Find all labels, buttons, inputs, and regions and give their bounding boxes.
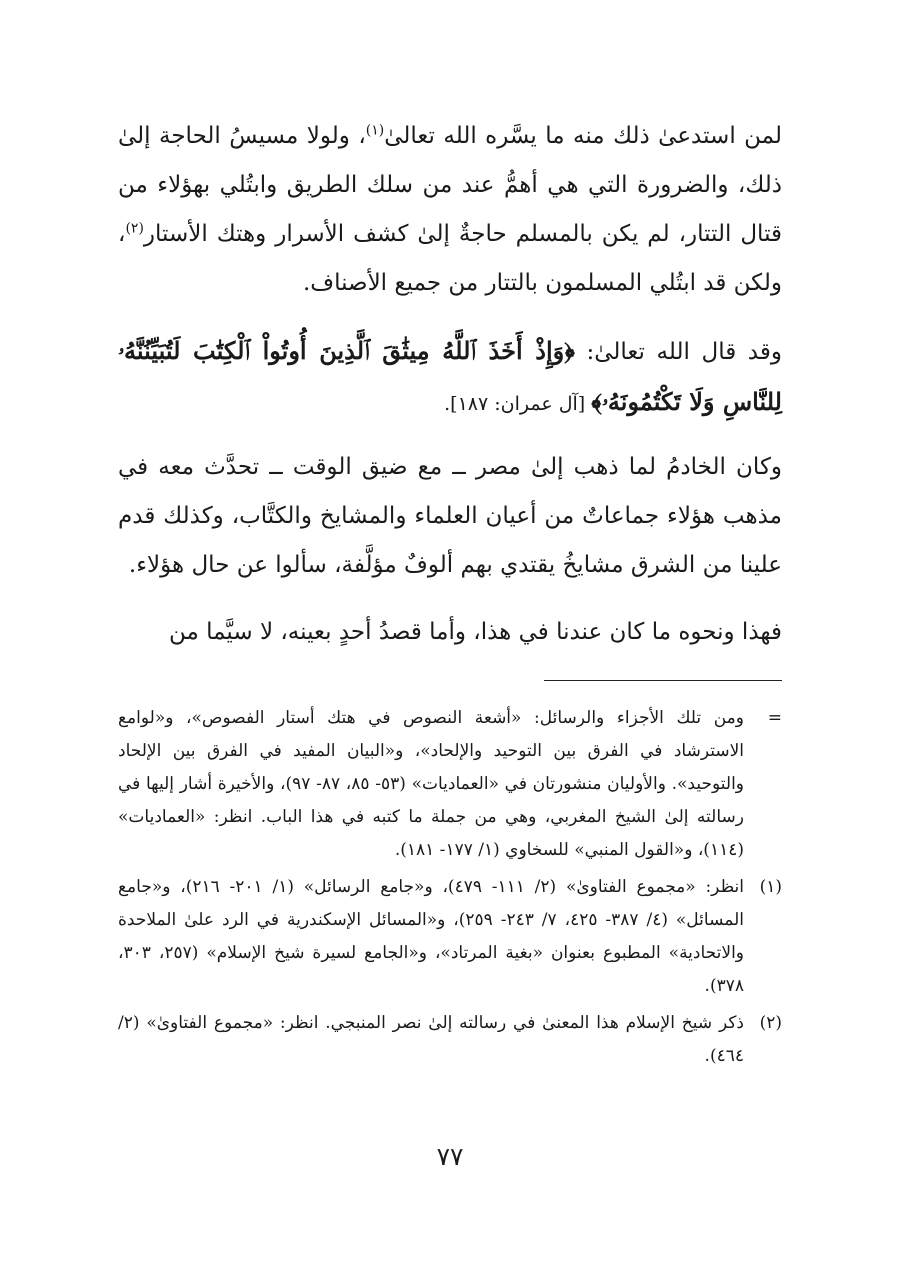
paragraph-4: فهذا ونحوه ما كان عندنا في هذا، وأما قصدُ أحدٍ بعينه، لا سيَّما من [168,619,782,645]
footnote-1 [118,871,782,1003]
quran-intro: وقد قال الله تعالىٰ: [574,339,782,365]
quran-reference: [آل عمران: ١٨٧]. [444,393,592,415]
footnote-2 [118,1007,782,1073]
footnote-mark: (١) [759,877,782,897]
footnote-mark: = [767,708,782,728]
book-page [118,112,782,1271]
paragraph-1-part-c: ، ولكن قد ابتُلي المسلمون بالتتار من جميع الأصناف. [118,221,782,296]
footnote-mark: (٢) [759,1013,782,1033]
paragraph-2 [118,326,782,429]
main-text [118,112,782,657]
footnote-separator [544,680,782,681]
footnote-text: ذكر شيخ الإسلام هذا المعنىٰ في رسالته إلىٰ نصر المنبجي. انظر: «مجموع الفتاوىٰ» (٢/ ٤٦٤). [118,1013,744,1066]
page-number: ٧٧ [436,1142,464,1171]
footnote-ref-1[interactable]: (١) [365,122,385,139]
footnotes [118,702,782,1077]
paragraph-3: وكان الخادمُ لما ذهب إلىٰ مصر ــ مع ضيق الوقت ــ تحدَّث معه في مذهب هؤلاء جماعاتٌ من أعيان العلماء والمشايخ والكتَّاب، وكذلك قدم علينا من الشرق مشايخُ يقتدي بهم ألوفٌ مؤلَّفة، سألوا عن حال هؤلاء. [118,454,782,578]
footnote-continued [118,702,782,867]
paragraph-1-part-a: لمن استدعىٰ ذلك منه ما يسَّره الله تعالىٰ [384,123,782,149]
paragraph-1 [118,112,782,308]
paragraph-1-part-b: ، ولولا مسيسُ الحاجة إلىٰ ذلك، والضرورة التي هي أهمُّ عند من سلك الطريق وابتُلي بهؤلاء من قتال التتار، لم يكن بالمسلم حاجةٌ إلىٰ كشف الأسرار وهتك الأستار [118,123,782,247]
footnote-text: ومن تلك الأجزاء والرسائل: «أشعة النصوص في هتك أستار الفصوص»، و«لوامع الاسترشاد في الفرق بين التوحيد والإلحاد»، و«البيان المفيد في الفرق بين الإلحاد والتوحيد». والأوليان منشورتان في «العماديات» (٥٣- ٨٥، ٨٧- ٩٧)، والأخيرة أشار إليها في رسالته إلىٰ الشيخ المغربي، وهي من جملة ما كتبه في هذا الباب. انظر: «العماديات» (١١٤)، و«القول المنبي» للسخاوي (١/ ١٧٧- ١٨١). [118,708,744,860]
footnote-ref-2[interactable]: (٢) [125,220,144,237]
quran-verse: ﴿وَإِذْ أَخَذَ ٱللَّهُ مِيثَٰقَ ٱلَّذِينَ أُوتُواْ ٱلْكِتَٰبَ لَتُبَيِّنُنَّهُۥ لِلنَّاسِ وَلَا تَكْتُمُونَهُۥ﴾ [118,336,782,416]
footnote-text: انظر: «مجموع الفتاوىٰ» (٢/ ١١١- ٤٧٩)، و«جامع الرسائل» (١/ ٢٠١- ٢١٦)، و«جامع المسائل» (٤/ ٣٨٧- ٤٢٥، ٧/ ٢٤٣- ٢٥٩)، و«المسائل الإسكندرية في الرد علىٰ الملاحدة والاتحادية» المطبوع بعنوان «بغية المرتاد»، و«الجامع لسيرة شيخ الإسلام» (٢٥٧، ٣٠٣، ٣٧٨). [118,877,744,996]
